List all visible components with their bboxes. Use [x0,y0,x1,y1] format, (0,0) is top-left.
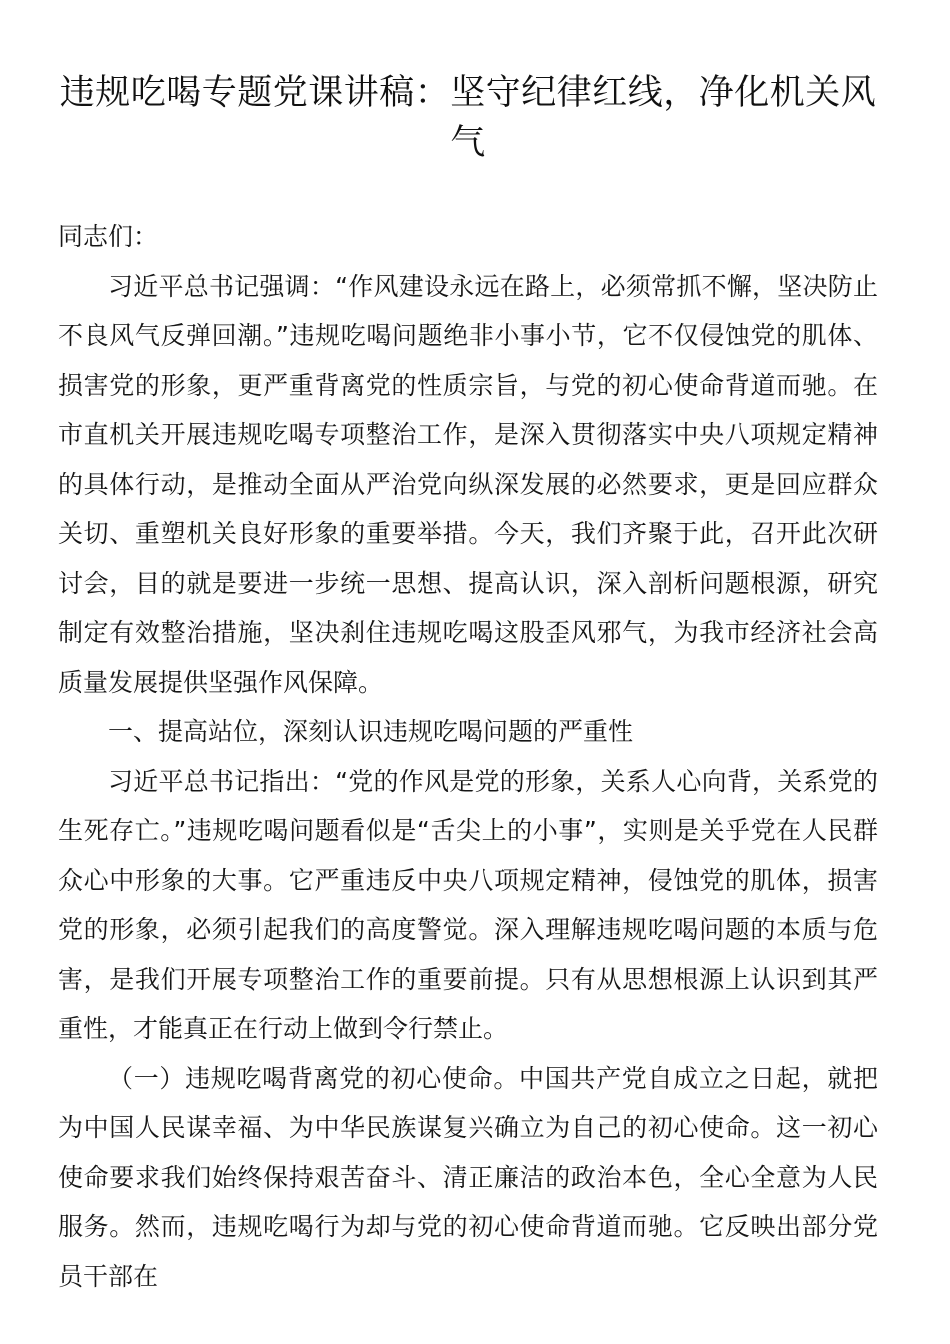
document-page [58,68,878,1301]
paragraph-subsection-1: （一）违规吃喝背离党的初心使命。中国共产党自成立之日起，就把为中国人民谋幸福、为中华民族谋复兴确立为自己的初心使命。这一初心使命要求我们始终保持艰苦奋斗、清正廉洁的政治本色，全心全意为人民服务。然而，违规吃喝行为却与党的初心使命背道而驰。它反映出部分党员干部在 [58,1063,878,1291]
document-title: 违规吃喝专题党课讲稿：坚守纪律红线，净化机关风气 [59,73,877,163]
paragraph-section-1: 习近平总书记指出：“党的作风是党的形象，关系人心向背，关系党的生死存亡。”违规吃喝问题看似是“舌尖上的小事”，实则是关乎党在人民群众心中形象的大事。它严重违反中央八项规定精神，侵蚀党的肌体，损害党的形象，必须引起我们的高度警觉。深入理解违规吃喝问题的本质与危害，是我们开展专项整治工作的重要前提。只有从思想根源上认识到其严重性，才能真正在行动上做到令行禁止。 [58,766,878,1043]
document-body [58,212,878,1301]
section-heading-1: 一、提高站位，深刻认识违规吃喝问题的严重性 [108,717,634,746]
paragraph-intro: 习近平总书记强调：“作风建设永远在路上，必须常抓不懈，坚决防止不良风气反弹回潮。”违规吃喝问题绝非小事小节，它不仅侵蚀党的肌体、损害党的形象，更严重背离党的性质宗旨，与党的初心使命背道而驰。在市直机关开展违规吃喝专项整治工作，是深入贯彻落实中央八项规定精神的具体行动，是推动全面从严治党向纵深发展的必然要求，更是回应群众关切、重塑机关良好形象的重要举措。今天，我们齐聚于此，召开此次研讨会，目的就是要进一步统一思想、提高认识，深入剖析问题根源，研究制定有效整治措施，坚决刹住违规吃喝这股歪风邪气，为我市经济社会高质量发展提供坚强作风保障。 [58,271,878,697]
salutation: 同志们： [58,222,159,251]
